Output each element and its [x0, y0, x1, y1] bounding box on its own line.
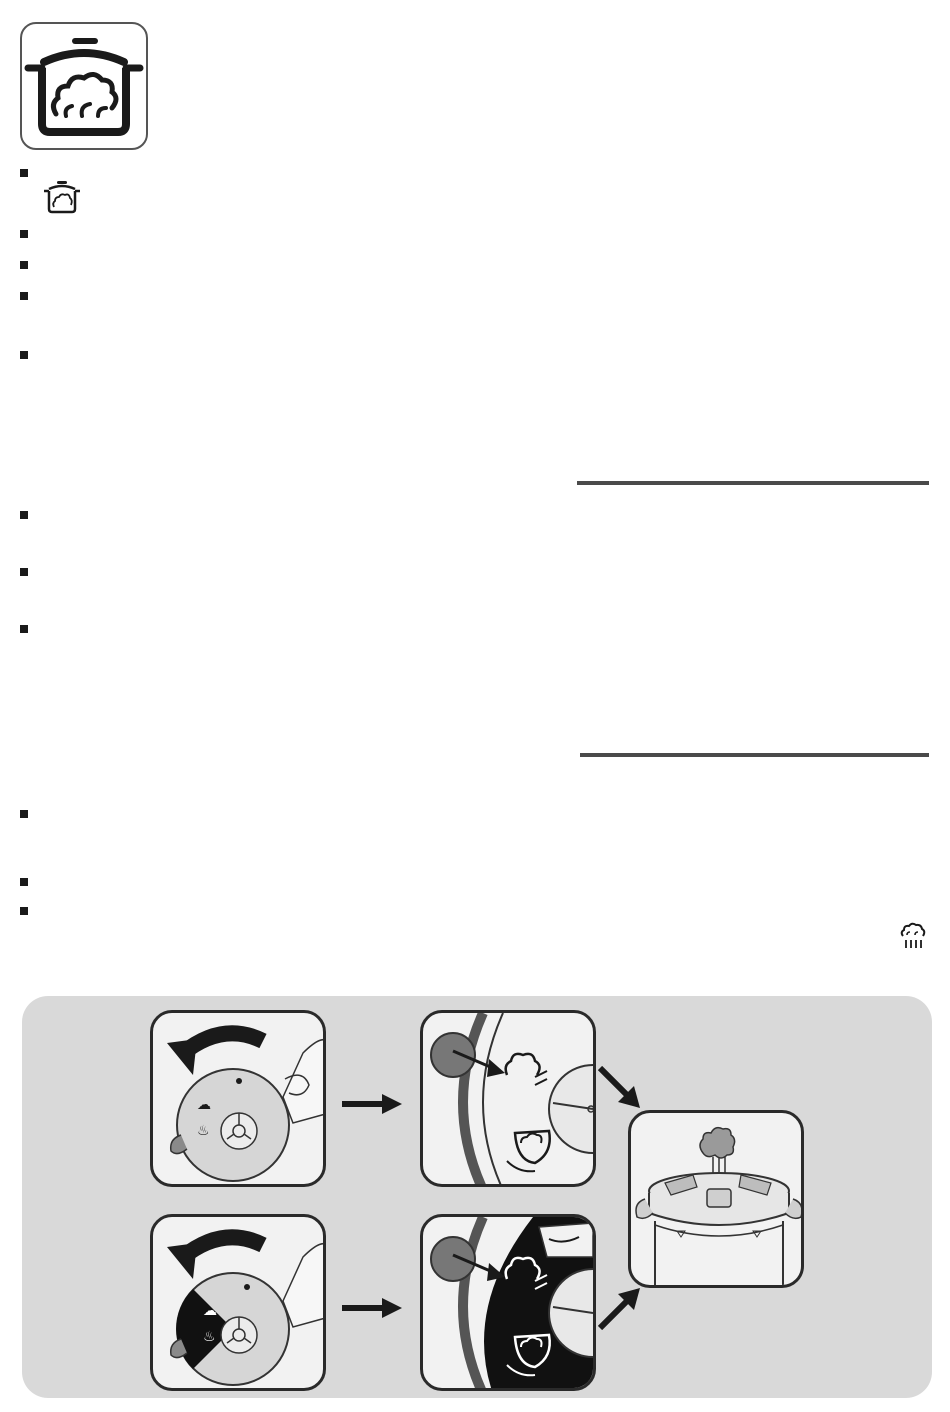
- step-turn-lid-dark: [150, 1214, 326, 1391]
- arrow-down-right-icon: [598, 1066, 642, 1115]
- step-dial-closeup-light: [420, 1010, 596, 1187]
- step-turn-lid-light: [150, 1010, 326, 1187]
- list-bullet: [20, 810, 28, 818]
- list-bullet: [20, 351, 28, 359]
- arrow-right-icon: [342, 1094, 402, 1119]
- step-pressure-cooker-steam-release: [628, 1110, 804, 1288]
- list-bullet: [20, 511, 28, 519]
- steam-cooking-pot-small-icon: [42, 180, 82, 214]
- section-divider: [580, 753, 929, 757]
- arrow-up-right-icon: [598, 1286, 642, 1335]
- arrow-right-icon: [342, 1298, 402, 1323]
- svg-text:♨: ♨: [203, 1329, 216, 1345]
- svg-text:☁: ☁: [203, 1303, 217, 1319]
- list-bullet: [20, 625, 28, 633]
- list-bullet: [20, 907, 28, 915]
- svg-text:☁: ☁: [197, 1097, 211, 1113]
- list-bullet: [20, 169, 28, 177]
- steam-release-icon: [898, 922, 928, 950]
- list-bullet: [20, 568, 28, 576]
- svg-text:♨: ♨: [197, 1123, 210, 1139]
- section-divider: [577, 481, 929, 485]
- list-bullet: [20, 292, 28, 300]
- list-bullet: [20, 230, 28, 238]
- list-bullet: [20, 261, 28, 269]
- list-bullet: [20, 878, 28, 886]
- steam-cooking-pot-icon: [20, 22, 148, 150]
- step-dial-closeup-dark: [420, 1214, 596, 1391]
